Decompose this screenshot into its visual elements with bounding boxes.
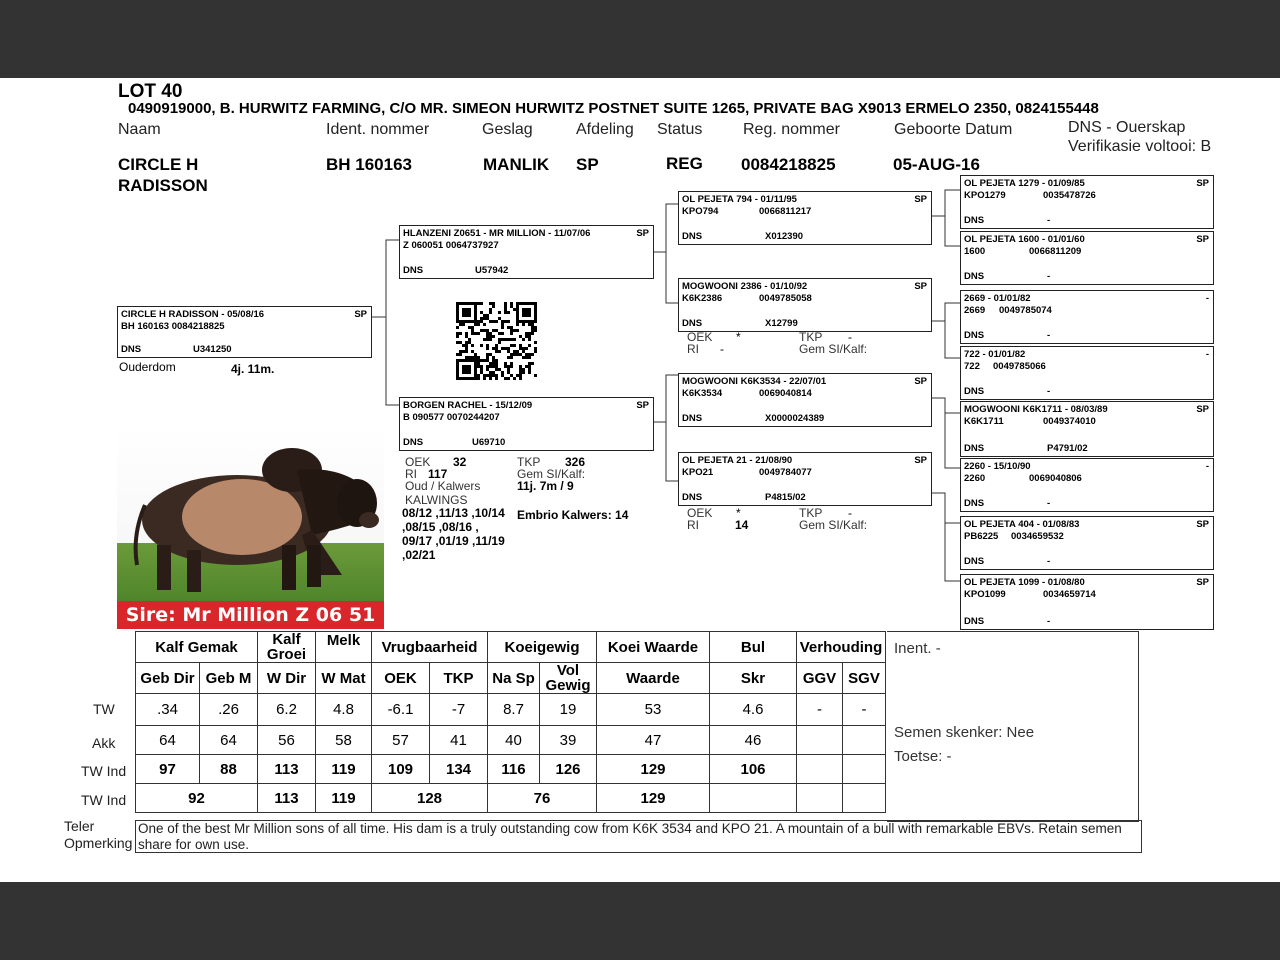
twind-cell: 116 [488,755,540,784]
dam-gem-value: 11j. 7m / 9 [517,479,574,493]
gp-dns-label: DNS [682,492,703,503]
tw-cell: 4.6 [710,694,797,726]
gp-dns-value: X012390 [765,231,804,242]
gp-id: KPO794 [682,206,719,217]
lot-number: LOT 40 [118,81,183,102]
gp1-tkp-label: TKP [799,330,823,344]
gp-sp: SP [914,455,927,466]
tw-cell: .34 [136,694,200,726]
akk-cell: 46 [710,726,797,755]
ggp-dns-value: - [1047,556,1051,567]
tw-cell: -7 [430,694,488,726]
akk-cell: 41 [430,726,488,755]
gp-dns-value: X0000024389 [765,413,825,424]
gp-sp: SP [914,281,927,292]
gp1-tkp-value: - [848,330,852,344]
dam-calving-4: ,02/21 [402,548,436,562]
gp1-ri-value: - [720,342,724,356]
ggp-dns-value: - [1047,271,1051,282]
great-grandparent-box [960,231,1214,285]
akk-cell: 64 [200,726,258,755]
ggp-id: 2260 [964,473,986,484]
remark-label-opmerking: Opmerking [64,835,133,851]
gp2-ri-label: RI [687,518,699,532]
sub-oek: OEK [372,663,430,694]
akk-cell: 57 [372,726,430,755]
toetse-text: Toetse: - [894,748,952,765]
animal-born: 05-AUG-16 [893,155,980,174]
twind2-cell: 92 [136,784,258,813]
animal-name-2: RADISSON [118,176,208,195]
gp1-gem-label: Gem SI/Kalf: [799,342,868,356]
ggp-title: 2260 - 15/10/90 [964,461,1031,472]
sire-dns-label: DNS [403,265,424,276]
sire-id-line: Z 060051 0064737927 [403,240,499,251]
ggp-sp: - [1205,293,1209,304]
remark-text: One of the best Mr Million sons of all time. His dam is a truly outstanding cow from K6K 3534 and KPO 21. A mountain of a bull with remarkable EBVs. Retain semen share for own use. [135,820,1142,853]
tw-cell: - [797,694,843,726]
twind-cell: 134 [430,755,488,784]
tw-cell: 53 [597,694,710,726]
ggp-dns-label: DNS [964,271,985,282]
group-kalf-gemak: Kalf Gemak [136,632,258,663]
ggp-dns-value: - [1047,330,1051,341]
ggp-title: OL PEJETA 1099 - 01/08/80 [964,577,1085,588]
twind-cell: 106 [710,755,797,784]
great-grandparent-box [960,290,1214,344]
header-geslag: Geslag [482,121,533,138]
twind2-cell: 129 [597,784,710,813]
header-verifikasie: Verifikasie voltooi: B [1068,138,1212,155]
ggp-dns-label: DNS [964,556,985,567]
ggp-sp: SP [1196,404,1209,415]
side-panel [887,631,1139,822]
ggp-id: 722 [964,361,980,372]
twind-cell: 97 [136,755,200,784]
subject-sp: SP [354,309,367,320]
dam-kalwings-label: KALWINGS [405,493,468,507]
akk-cell: 39 [540,726,597,755]
group-verhouding: Verhouding [797,632,886,663]
qr-code [456,302,537,380]
inent-text: Inent. - [894,640,941,657]
bull-photo [117,425,384,629]
ggp-dns-value: - [1047,616,1051,627]
great-grandparent-box [960,346,1214,400]
ggp-dns-label: DNS [964,498,985,509]
ggp-reg: 0034659532 [1011,531,1064,542]
sub-na-sp: Na Sp [488,663,540,694]
twind-cell: 119 [316,755,372,784]
sub-geb-m: Geb M [200,663,258,694]
dam-pedigree-box [399,397,654,451]
ggp-dns-value: - [1047,215,1051,226]
gp2-ri-value: 14 [735,518,749,532]
akk-cell: 40 [488,726,540,755]
tw-cell: -6.1 [372,694,430,726]
twind-cell: 88 [200,755,258,784]
gp-reg: 0049785058 [759,293,812,304]
group-bul: Bul [710,632,797,663]
great-grandparent-box [960,574,1214,630]
ggp-dns-value: - [1047,386,1051,397]
ggp-reg: 0035478726 [1043,190,1096,201]
header-geboorte: Geboorte Datum [894,121,1013,138]
grandparent-box [678,191,932,245]
gp-reg: 0066811217 [759,206,812,217]
gp-dns-label: DNS [682,231,703,242]
ggp-id: 2669 [964,305,986,316]
animal-ident: BH 160163 [326,155,413,174]
header-afdeling: Afdeling [576,121,634,138]
group-kalf-groei: Kalf Groei [258,632,316,663]
twind-cell: 129 [597,755,710,784]
gp1-oek-value: * [736,330,741,344]
gp2-tkp-value: - [848,506,852,520]
gp-title: MOGWOONI 2386 - 01/10/92 [682,281,808,292]
twind2-cell [843,784,886,813]
header-dns: DNS - Ouerskap [1068,119,1186,136]
akk-cell: 47 [597,726,710,755]
subject-title: CIRCLE H RADISSON - 05/08/16 [121,309,265,320]
ggp-sp: SP [1196,577,1209,588]
ggp-reg: 0069040806 [1029,473,1082,484]
grandparent-box [678,373,932,427]
ggp-sp: - [1205,349,1209,360]
group-vrugbaarheid: Vrugbaarheid [372,632,488,663]
animal-name-1: CIRCLE H [118,155,199,174]
remark-label-teler: Teler [64,818,95,834]
twind2-cell [797,784,843,813]
grandparent-box [678,452,932,506]
subject-id-line: BH 160163 0084218825 [121,321,225,332]
animal-reg: 0084218825 [741,155,836,174]
twind-cell: 126 [540,755,597,784]
gp-title: OL PEJETA 21 - 21/08/90 [682,455,793,466]
gp-title: OL PEJETA 794 - 01/11/95 [682,194,797,205]
row-label-tw: TW [93,701,115,717]
ggp-title: OL PEJETA 1600 - 01/01/60 [964,234,1085,245]
ggp-title: OL PEJETA 1279 - 01/09/85 [964,178,1085,189]
akk-cell: 64 [136,726,200,755]
subject-pedigree-box [117,306,372,358]
tw-cell: 4.8 [316,694,372,726]
semen-text: Semen skenker: Nee [894,724,1035,741]
dam-id-line: B 090577 0070244207 [403,412,500,423]
group-koeigewig: Koeigewig [488,632,597,663]
twind-cell [797,755,843,784]
dam-sp: SP [636,400,649,411]
gp-id: K6K3534 [682,388,723,399]
twind2-cell: 119 [316,784,372,813]
dam-tkp-label: TKP [517,455,541,469]
document-page [0,78,1280,882]
twind-cell: 109 [372,755,430,784]
dam-dns-label: DNS [403,437,424,448]
dam-title: BORGEN RACHEL - 15/12/09 [403,400,533,411]
dam-gem-label: Gem SI/Kalf: [517,467,586,481]
akk-cell [797,726,843,755]
sire-dns-value: U57942 [475,265,509,276]
sire-title: HLANZENI Z0651 - MR MILLION - 11/07/06 [403,228,591,239]
ggp-id: KPO1099 [964,589,1006,600]
twind2-cell: 76 [488,784,597,813]
ggp-id: K6K1711 [964,416,1004,427]
ggp-reg: 0049374010 [1043,416,1096,427]
great-grandparent-box [960,401,1214,457]
ggp-id: 1600 [964,246,986,257]
header-reg: Reg. nommer [743,121,840,138]
dam-ri-label: RI [405,467,417,481]
ggp-dns-label: DNS [964,215,985,226]
ebv-table [135,631,886,813]
ggp-reg: 0034659714 [1043,589,1096,600]
gp-id: KPO21 [682,467,714,478]
twind2-cell: 113 [258,784,316,813]
twind-cell [843,755,886,784]
dam-embrio: Embrio Kalwers: 14 [517,508,629,522]
ggp-dns-value: - [1047,498,1051,509]
gp1-oek-label: OEK [687,330,713,344]
dam-oek-label: OEK [405,455,431,469]
sire-sp: SP [636,228,649,239]
dam-ri-value: 117 [428,467,448,481]
sub-sgv: SGV [843,663,886,694]
sire-pedigree-box [399,225,654,279]
gp-dns-label: DNS [682,318,703,329]
tw-cell: 8.7 [488,694,540,726]
animal-status: REG [666,154,703,173]
dam-tkp-value: 326 [565,455,586,469]
great-grandparent-box [960,175,1214,229]
dam-oud-label: Oud / Kalwers [405,479,481,493]
sub-w-dir: W Dir [258,663,316,694]
subject-dns-value: U341250 [193,344,232,355]
row-label-akk: Akk [92,735,116,751]
ggp-sp: - [1205,461,1209,472]
twind-cell: 113 [258,755,316,784]
ggp-title: 722 - 01/01/82 [964,349,1026,360]
group-koei-waarde: Koei Waarde [597,632,710,663]
ggp-reg: 0066811209 [1029,246,1082,257]
twind2-cell [710,784,797,813]
sub-skr: Skr [710,663,797,694]
dam-calving-1: 08/12 ,11/13 ,10/14 [402,506,505,520]
ggp-dns-label: DNS [964,386,985,397]
gp-reg: 0049784077 [759,467,812,478]
sub-w-mat: W Mat [316,663,372,694]
dam-oek-value: 32 [453,455,467,469]
tw-cell: 6.2 [258,694,316,726]
sire-banner: Sire: Mr Million Z 06 51 [117,601,384,629]
animal-afdeling: SP [576,155,599,174]
ggp-id: KPO1279 [964,190,1006,201]
ggp-dns-label: DNS [964,616,985,627]
gp1-ri-label: RI [687,342,699,356]
gp2-oek-value: * [736,506,741,520]
header-naam: Naam [118,121,161,138]
tw-cell: - [843,694,886,726]
gp-id: K6K2386 [682,293,723,304]
sub-ggv: GGV [797,663,843,694]
ggp-title: OL PEJETA 404 - 01/08/83 [964,519,1080,530]
twind2-cell: 128 [372,784,488,813]
ggp-title: 2669 - 01/01/82 [964,293,1031,304]
gp-sp: SP [914,194,927,205]
tw-cell: .26 [200,694,258,726]
animal-geslag: MANLIK [483,155,550,174]
ggp-reg: 0049785066 [993,361,1046,372]
dam-calving-2: ,08/15 ,08/16 , [402,520,479,534]
sub-tkp: TKP [430,663,488,694]
row-label-twind-2: TW Ind [81,792,127,808]
akk-cell: 58 [316,726,372,755]
dam-calving-3: 09/17 ,01/19 ,11/19 [402,534,505,548]
gp-reg: 0069040814 [759,388,812,399]
gp2-tkp-label: TKP [799,506,823,520]
gp-sp: SP [914,376,927,387]
sub-waarde: Waarde [597,663,710,694]
gp2-gem-label: Gem SI/Kalf: [799,518,868,532]
group-melk: Melk [316,632,372,663]
grandparent-box [678,278,932,332]
age-value: 4j. 11m. [231,362,275,376]
gp-title: MOGWOONI K6K3534 - 22/07/01 [682,376,827,387]
row-label-twind: TW Ind [81,763,127,779]
ggp-dns-label: DNS [964,330,985,341]
akk-cell: 56 [258,726,316,755]
sub-vol-gewig: Vol Gewig [540,663,597,694]
age-label: Ouderdom [119,360,176,374]
gp-dns-label: DNS [682,413,703,424]
gp-dns-value: X12799 [765,318,798,329]
gp-dns-value: P4815/02 [765,492,806,503]
gp2-oek-label: OEK [687,506,713,520]
ggp-sp: SP [1196,234,1209,245]
ggp-id: PB6225 [964,531,999,542]
owner-line: 0490919000, B. HURWITZ FARMING, C/O MR. SIMEON HURWITZ POSTNET SUITE 1265, PRIVATE BAG X9013 ERMELO 2350, 0824155448 [128,100,1099,117]
great-grandparent-box [960,458,1214,512]
ggp-dns-value: P4791/02 [1047,443,1088,454]
ggp-dns-label: DNS [964,443,985,454]
ggp-title: MOGWOONI K6K1711 - 08/03/89 [964,404,1108,415]
dam-dns-value: U69710 [472,437,506,448]
header-status: Status [657,121,703,138]
akk-cell [843,726,886,755]
header-ident: Ident. nommer [326,121,430,138]
ggp-reg: 0049785074 [999,305,1052,316]
ggp-sp: SP [1196,519,1209,530]
subject-dns-label: DNS [121,344,142,355]
great-grandparent-box [960,516,1214,570]
sub-geb-dir: Geb Dir [136,663,200,694]
ggp-sp: SP [1196,178,1209,189]
tw-cell: 19 [540,694,597,726]
